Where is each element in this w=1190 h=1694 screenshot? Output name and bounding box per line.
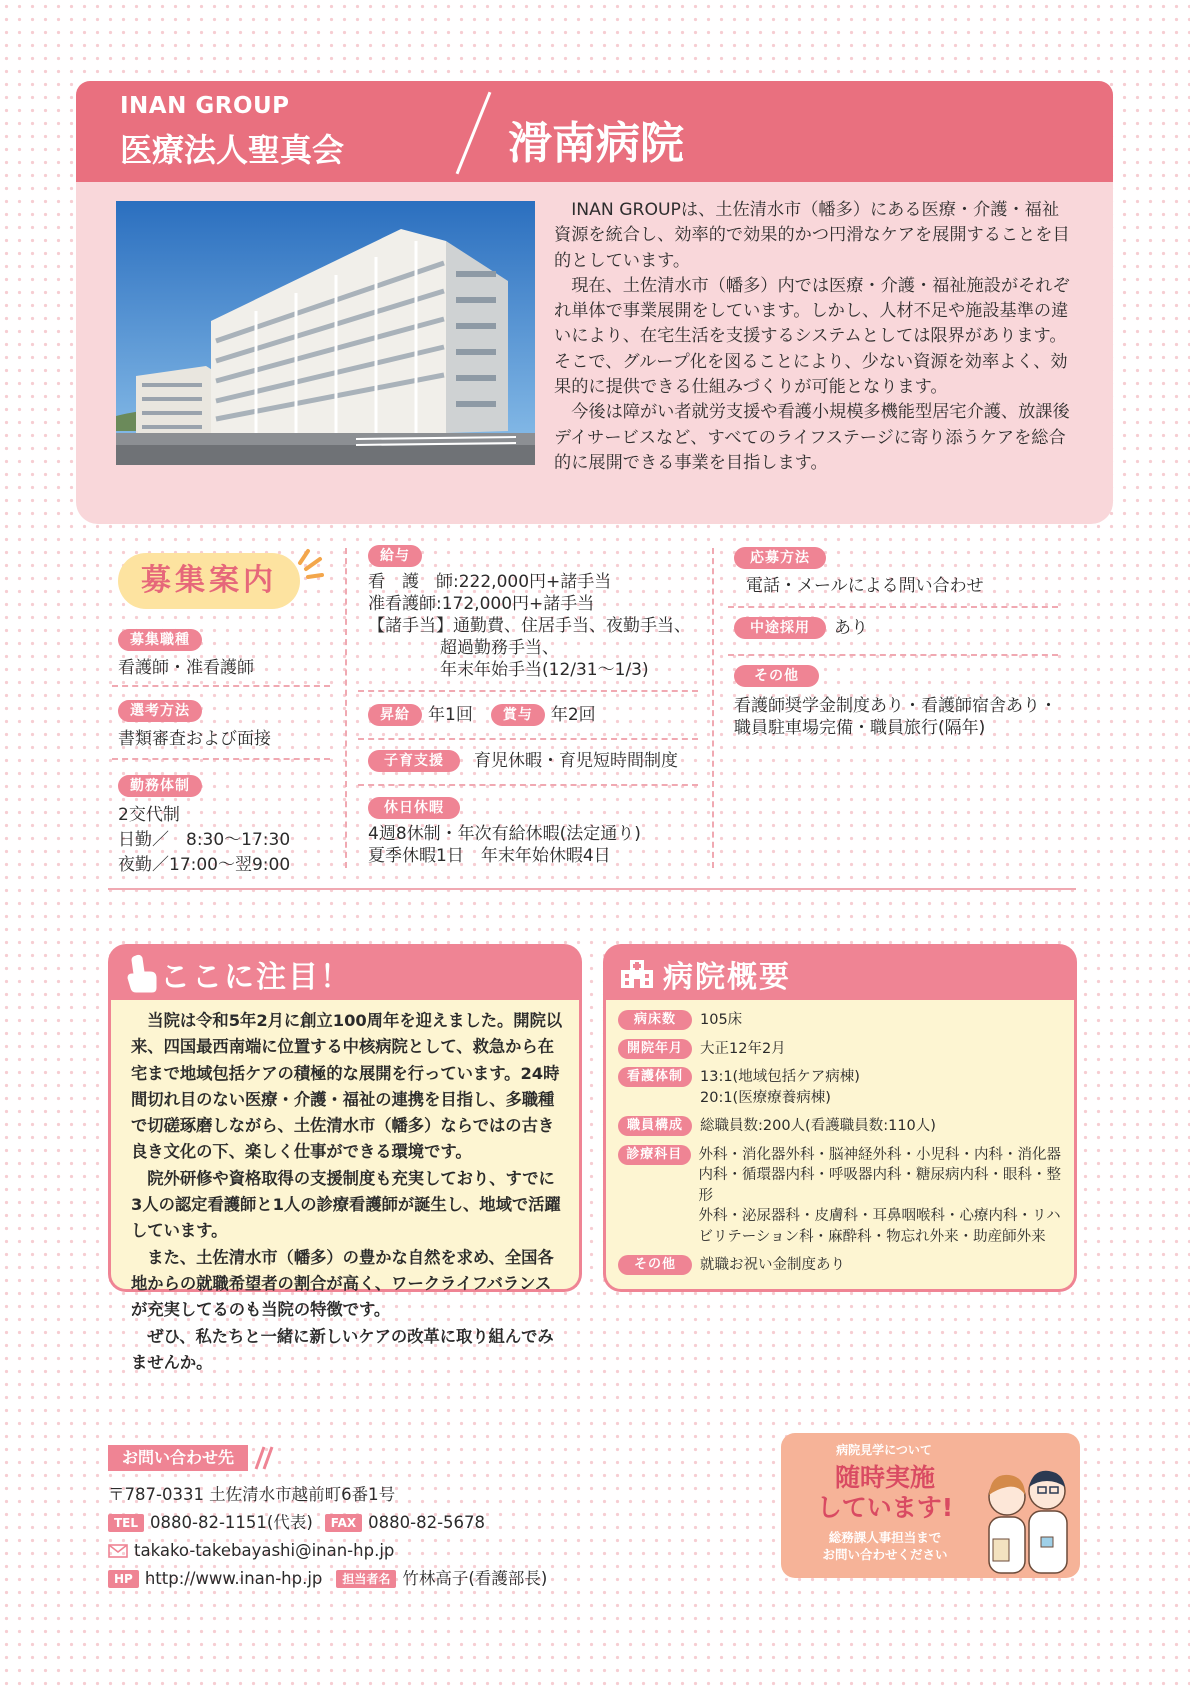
hospital-building-icon [619, 956, 655, 990]
hp-label: HP [108, 1570, 139, 1588]
visit-top-text: 病院見学について [836, 1443, 932, 1457]
highlight-paragraph: また、土佐清水市（幡多）の豊かな自然を求め、全国各地からの就職希望者の割合が高く、ワークライフバランスが充実してるのも当院の特徴です。 [131, 1247, 554, 1320]
hospital-name: 滑南病院 [508, 118, 684, 169]
highlight-body [108, 1000, 582, 1372]
web-row [108, 1565, 547, 1593]
shift-block [118, 775, 290, 878]
salary-block [368, 545, 691, 681]
visit-sub-text [787, 1529, 983, 1563]
overview-label: 看護体制 [618, 1067, 692, 1087]
childcare-value: 育児休暇・育児短時間制度 [474, 751, 678, 771]
salary-line: 年末年始手当(12/31〜1/3) [440, 660, 649, 680]
visit-main-line: しています! [816, 1493, 954, 1522]
raise-bonus-block [368, 704, 596, 726]
apply-label: 応募方法 [734, 547, 826, 569]
organization-name: 医療法人聖真会 [120, 131, 345, 169]
holiday-line: 夏季休暇1日 年末年始休暇4日 [368, 846, 611, 866]
overview-value: 総職員数:200人(看護職員数:110人) [700, 1118, 936, 1134]
midcareer-block [734, 617, 868, 639]
divider [728, 654, 1058, 656]
divider [358, 784, 698, 786]
overview-title: 病院概要 [663, 960, 791, 995]
sparkle-icon [296, 547, 326, 581]
highlight-header [108, 944, 582, 1000]
column-divider [345, 548, 347, 868]
holiday-line: 4週8休制・年次有給休暇(法定通り) [368, 824, 641, 844]
highlight-paragraph: 当院は令和5年2月に創立100周年を迎えました。開院以来、四国最西南端に位置する中核病院として、救急から在宅まで地域包括ケアの積極的な展開を行っています。24時間切れ目のない医療・介護・福祉の連携を目指し、多職種で切磋琢磨しながら、土佐清水市（幡多）ならではの古き良き文化の下、楽しく仕事ができる環境です。 [131, 1011, 563, 1162]
divider [728, 606, 1058, 608]
overview-row [618, 1145, 1068, 1248]
overview-row [618, 1010, 1068, 1031]
recruit-title-block [118, 553, 306, 613]
apply-value: 電話・メールによる問い合わせ [746, 576, 984, 596]
overview-body [603, 1000, 1077, 1292]
bonus-label: 賞与 [491, 704, 545, 726]
column-divider [712, 548, 714, 868]
title-divider [456, 92, 492, 175]
overview-row [618, 1116, 1068, 1137]
overview-row [618, 1255, 1068, 1276]
overview-value: 内科・循環器内科・呼吸器内科・糖尿病内科・眼科・整形 [698, 1167, 1062, 1204]
overview-value: 大正12年2月 [700, 1040, 786, 1057]
other-block [734, 665, 1057, 739]
job-type-value: 看護師・准看護師 [118, 658, 254, 678]
highlight-paragraph: ぜひ、私たちと一緒に新しいケアの改革に取り組んでみませんか。 [131, 1326, 554, 1372]
other-line: 看護師奨学金制度あり・看護師宿舎あり・ [734, 696, 1057, 716]
intro-paragraph: INAN GROUPは、土佐清水市（幡多）にある医療・介護・福祉資源を統合し、効率的で効果的かつ円滑なケアを展開することを目的としています。 [554, 200, 1070, 271]
website-link[interactable]: http://www.inan-hp.jp [144, 1569, 323, 1588]
header-banner [76, 81, 1113, 182]
bonus-value: 年2回 [550, 705, 596, 725]
divider [358, 738, 698, 740]
intro-paragraph: 今後は障がい者就労支援や看護小規模多機能型居宅介護、放課後デイサービスなど、すべてのライフステージに寄り添うケアを総合的に展開できる事業を目指します。 [554, 402, 1070, 473]
email-link[interactable]: takako-takebayashi@inan-hp.jp [134, 1541, 395, 1560]
salary-line: 看 護 師:222,000円+諸手当 [368, 572, 612, 592]
contact-details [108, 1481, 547, 1593]
visit-info-box [781, 1433, 1080, 1578]
tel-label: TEL [108, 1514, 144, 1532]
recruit-title: 募集案内 [118, 553, 300, 609]
intro-paragraph: 現在、土佐清水市（幡多）内では医療・介護・福祉施設がそれぞれ単体で事業展開をしています。しかし、人材不足や施設基準の違いにより、在宅生活を支援するシステムとしては限界があります。そこで、グループ化を図ることにより、少ない資源を効率よく、効果的に提供できる仕組みづくりが可能となります。 [554, 275, 1070, 398]
hospital-building-photo [116, 201, 535, 465]
salary-line: 准看護師:172,000円+諸手当 [368, 594, 595, 614]
job-type-block [118, 629, 254, 679]
overview-header [603, 944, 1077, 1000]
person-value: 竹林高子(看護部長) [402, 1569, 548, 1588]
selection-value: 書類審査および面接 [118, 729, 271, 749]
midcareer-value: あり [834, 618, 868, 638]
overview-label: 職員構成 [618, 1116, 692, 1136]
overview-value: 13:1(地域包括ケア病棟) [700, 1069, 860, 1085]
childcare-block [368, 750, 678, 772]
email-row [108, 1537, 547, 1565]
highlight-title: ここに注目！ [160, 960, 352, 995]
staff-illustration [977, 1451, 1077, 1575]
salary-line: 超過勤務手当、 [440, 638, 559, 658]
person-label: 担当者名 [336, 1570, 396, 1588]
apply-block [734, 547, 984, 597]
group-name: INAN GROUP [120, 93, 290, 119]
visit-main-line: 随時実施 [834, 1463, 935, 1492]
divider [112, 758, 330, 760]
section-divider [108, 888, 1076, 890]
job-type-label: 募集職種 [118, 629, 202, 651]
shift-label: 勤務体制 [118, 775, 202, 797]
divider [358, 690, 698, 692]
childcare-label: 子育支援 [368, 750, 460, 772]
shift-line: 日勤／ 8:30〜17:30 [118, 830, 291, 850]
visit-main-text [787, 1463, 983, 1523]
tel-value[interactable]: 0880-82-1151(代表) [150, 1513, 313, 1532]
overview-value: 外科・消化器外科・脳神経外科・小児科・内科・消化器 [698, 1146, 1062, 1163]
stripes-icon [248, 1445, 278, 1471]
pointing-hand-icon [124, 952, 160, 994]
raise-value: 年1回 [428, 705, 473, 725]
holiday-label: 休日休暇 [368, 797, 460, 819]
phone-row [108, 1509, 547, 1537]
midcareer-label: 中途採用 [734, 617, 826, 639]
overview-value: 外科・泌尿器科・皮膚科・耳鼻咽喉科・心療内科・リハ [698, 1208, 1061, 1224]
selection-block [118, 700, 271, 750]
overview-row [618, 1067, 1068, 1108]
overview-label: 診療科目 [618, 1145, 691, 1165]
overview-row [618, 1039, 1068, 1060]
shift-line: 夜勤／17:00〜翌9:00 [118, 855, 291, 875]
overview-value: 105床 [700, 1012, 743, 1028]
overview-label: 開院年月 [618, 1039, 692, 1059]
salary-line: 【諸手当】通勤費、住居手当、夜勤手当、 [368, 616, 691, 636]
highlight-text [131, 1008, 563, 1376]
overview-label: その他 [618, 1255, 692, 1275]
holiday-block [368, 797, 641, 867]
intro-section [76, 182, 1113, 524]
mail-icon [108, 1544, 128, 1558]
shift-line: 2交代制 [118, 805, 180, 825]
overview-rows [618, 1010, 1068, 1276]
visit-sub-line: 総務課人事担当まで [828, 1530, 942, 1545]
overview-value: 20:1(医療療養病棟) [700, 1089, 831, 1106]
visit-sub-line: お問い合わせください [822, 1547, 948, 1562]
highlight-paragraph: 院外研修や資格取得の支援制度も充実しており、すでに3人の認定看護師と1人の診療看護師が誕生し、地域で活躍しています。 [131, 1168, 561, 1241]
other-label: その他 [734, 665, 819, 687]
salary-label: 給与 [368, 545, 422, 567]
raise-label: 昇給 [368, 704, 422, 726]
fax-value: 0880-82-5678 [368, 1513, 486, 1532]
selection-label: 選考方法 [118, 700, 202, 722]
overview-label: 病床数 [618, 1010, 692, 1030]
overview-value: ビリテーション科・麻酔科・物忘れ外来・助産師外来 [698, 1228, 1046, 1245]
other-line: 職員駐車場完備・職員旅行(隔年) [734, 718, 986, 738]
intro-text [554, 198, 1073, 476]
address: 〒787-0331 土佐清水市越前町6番1号 [108, 1485, 396, 1504]
divider [112, 685, 330, 687]
fax-label: FAX [325, 1514, 362, 1532]
contact-heading [108, 1445, 278, 1471]
overview-value: 就職お祝い金制度あり [700, 1257, 845, 1273]
contact-title: お問い合わせ先 [108, 1445, 248, 1471]
